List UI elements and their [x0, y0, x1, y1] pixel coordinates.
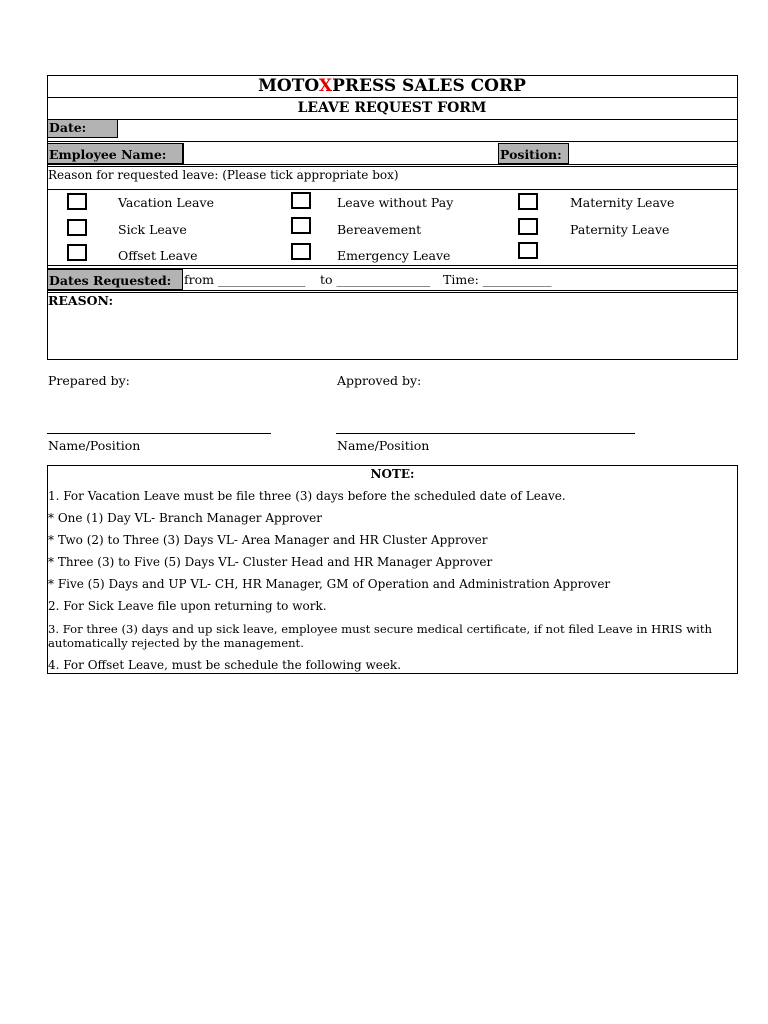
note-line: automatically rejected by the management. — [48, 636, 304, 650]
note-line: * Two (2) to Three (3) Days VL- Area Manager and HR Cluster Approver — [48, 533, 488, 547]
note-line: * Three (3) to Five (5) Days VL- Cluster Head and HR Manager Approver — [48, 555, 493, 569]
emergency-leave-checkbox[interactable] — [291, 243, 311, 260]
divider — [47, 265, 738, 266]
sick-leave-label: Sick Leave — [118, 222, 187, 237]
note-line: 4. For Offset Leave, must be schedule the following week. — [48, 658, 402, 672]
prepared-by-signature-line[interactable] — [47, 433, 271, 434]
bereavement-label: Bereavement — [337, 222, 422, 237]
paternity-leave-label: Paternity Leave — [570, 222, 670, 237]
company-name — [47, 75, 737, 98]
dates-to-field[interactable]: to _______________ — [320, 272, 431, 287]
reason-prompt: Reason for requested leave: (Please tick appropriate box) — [48, 168, 399, 182]
approved-by-label: Approved by: — [337, 373, 422, 388]
position-field[interactable] — [569, 143, 738, 164]
leave-without-pay-checkbox[interactable] — [291, 192, 311, 209]
position-label: Position: — [498, 143, 569, 164]
note-line: * Five (5) Days and UP VL- CH, HR Manager, GM of Operation and Administration Approver — [48, 577, 611, 591]
note-line: 2. For Sick Leave file upon returning to work. — [48, 599, 327, 613]
divider — [47, 290, 738, 291]
divider — [47, 141, 738, 142]
dates-requested-label: Dates Requested: — [47, 269, 183, 290]
note-line: * One (1) Day VL- Branch Manager Approver — [48, 511, 322, 525]
company-name-x: X — [318, 76, 333, 96]
form-title: LEAVE REQUEST FORM — [297, 100, 487, 116]
divider — [183, 143, 184, 164]
bereavement-checkbox[interactable] — [291, 217, 311, 234]
date-field[interactable] — [118, 119, 738, 138]
offset-leave-checkbox[interactable] — [67, 244, 87, 261]
dates-from-field[interactable]: from ______________ — [184, 272, 306, 287]
employee-name-field[interactable] — [183, 143, 498, 164]
prepared-by-label: Prepared by: — [48, 373, 130, 388]
divider — [47, 164, 738, 165]
divider — [47, 292, 738, 293]
offset-leave-label: Offset Leave — [118, 248, 198, 263]
reason-label: REASON: — [48, 293, 114, 308]
date-label: Date: — [47, 119, 118, 138]
vacation-leave-checkbox[interactable] — [67, 193, 87, 210]
employee-name-label: Employee Name: — [47, 143, 183, 164]
note-line: 1. For Vacation Leave must be file three (3) days before the scheduled date of Leave. — [48, 489, 566, 503]
other-leave-checkbox[interactable] — [518, 242, 538, 259]
note-line: 3. For three (3) days and up sick leave, employee must secure medical certificate, if not filed Leave in HRIS with — [48, 622, 712, 636]
company-name-part2: PRESS SALES CORP — [332, 76, 526, 96]
leave-without-pay-label: Leave without Pay — [337, 195, 454, 210]
maternity-leave-label: Maternity Leave — [570, 195, 675, 210]
reason-field[interactable] — [48, 310, 737, 359]
time-field[interactable]: Time: ___________ — [443, 272, 552, 287]
emergency-leave-label: Emergency Leave — [337, 248, 451, 263]
divider — [47, 189, 738, 190]
approved-by-name-position: Name/Position — [337, 438, 430, 453]
paternity-leave-checkbox[interactable] — [518, 218, 538, 235]
prepared-by-name-position: Name/Position — [48, 438, 141, 453]
sick-leave-checkbox[interactable] — [67, 219, 87, 236]
maternity-leave-checkbox[interactable] — [518, 193, 538, 210]
vacation-leave-label: Vacation Leave — [118, 195, 214, 210]
approved-by-signature-line[interactable] — [336, 433, 635, 434]
company-name-part1: MOTO — [258, 76, 319, 96]
notes-heading: NOTE: — [370, 467, 415, 481]
